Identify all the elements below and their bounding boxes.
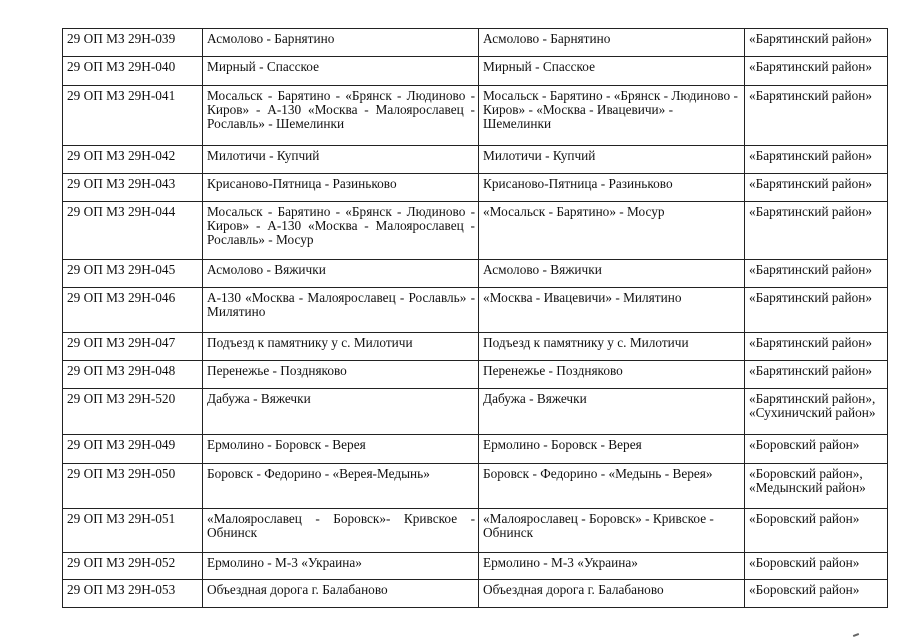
table-row: [63, 57, 888, 86]
district-cell: «Барятинский район»: [745, 202, 888, 260]
road-name-cell: Перенежье - Поздняково: [203, 361, 479, 389]
district-cell: «Барятинский район»: [745, 288, 888, 333]
road-id-cell: 29 ОП МЗ 29Н-043: [63, 174, 203, 202]
table-row: [63, 464, 888, 509]
district-cell: «Барятинский район»: [745, 333, 888, 361]
table-row: [63, 86, 888, 146]
table-row: [63, 288, 888, 333]
roads-table-body: [63, 29, 888, 608]
road-name-new-cell: Ермолино - М-3 «Украина»: [479, 553, 745, 580]
table-row: [63, 202, 888, 260]
road-id-cell: 29 ОП МЗ 29Н-041: [63, 86, 203, 146]
road-name-cell: Ермолино - М-3 «Украина»: [203, 553, 479, 580]
road-id-cell: 29 ОП МЗ 29Н-052: [63, 553, 203, 580]
roads-table: [62, 28, 888, 608]
road-name-new-cell: Дабужа - Вяжечки: [479, 389, 745, 435]
district-cell: «Боровский район»: [745, 580, 888, 608]
road-name-cell: А-130 «Москва - Малоярославец - Рославль» - Милятино: [203, 288, 479, 333]
district-cell: «Боровский район», «Медынский район»: [745, 464, 888, 509]
road-name-new-cell: Ермолино - Боровск - Верея: [479, 435, 745, 464]
road-name-cell: Милотичи - Купчий: [203, 146, 479, 174]
table-row: [63, 260, 888, 288]
road-name-cell: Боровск - Федорино - «Верея-Медынь»: [203, 464, 479, 509]
road-name-new-cell: Боровск - Федорино - «Медынь - Верея»: [479, 464, 745, 509]
road-name-new-cell: Мосальск - Барятино - «Брянск - Людиново - Киров» - «Москва - Ивацевичи» - Шемелинки: [479, 86, 745, 146]
district-cell: «Барятинский район», «Сухиничский район»: [745, 389, 888, 435]
road-id-cell: 29 ОП МЗ 29Н-053: [63, 580, 203, 608]
road-name-new-cell: «Мосальск - Барятино» - Мосур: [479, 202, 745, 260]
road-name-new-cell: «Малоярославец - Боровск» - Кривское - Обнинск: [479, 509, 745, 553]
district-cell: «Барятинский район»: [745, 57, 888, 86]
district-cell: «Барятинский район»: [745, 146, 888, 174]
road-id-cell: 29 ОП МЗ 29Н-051: [63, 509, 203, 553]
district-cell: «Барятинский район»: [745, 29, 888, 57]
road-id-cell: 29 ОП МЗ 29Н-520: [63, 389, 203, 435]
road-id-cell: 29 ОП МЗ 29Н-049: [63, 435, 203, 464]
table-row: [63, 553, 888, 580]
road-name-new-cell: «Москва - Ивацевичи» - Милятино: [479, 288, 745, 333]
road-id-cell: 29 ОП МЗ 29Н-050: [63, 464, 203, 509]
road-name-new-cell: Подъезд к памятнику у с. Милотичи: [479, 333, 745, 361]
road-name-cell: Ермолино - Боровск - Верея: [203, 435, 479, 464]
district-cell: «Барятинский район»: [745, 174, 888, 202]
road-name-cell: Асмолово - Вяжички: [203, 260, 479, 288]
table-row: [63, 333, 888, 361]
table-row: [63, 146, 888, 174]
district-cell: «Барятинский район»: [745, 86, 888, 146]
road-name-cell: Объездная дорога г. Балабаново: [203, 580, 479, 608]
road-id-cell: 29 ОП МЗ 29Н-040: [63, 57, 203, 86]
table-row: [63, 174, 888, 202]
road-name-cell: Крисаново-Пятница - Разиньково: [203, 174, 479, 202]
district-cell: «Барятинский район»: [745, 361, 888, 389]
road-name-cell: Мосальск - Барятино - «Брянск - Людиново - Киров» - А-130 «Москва - Малоярославец - Рославль» - Мосур: [203, 202, 479, 260]
district-cell: «Боровский район»: [745, 509, 888, 553]
road-name-cell: Дабужа - Вяжечки: [203, 389, 479, 435]
table-row: [63, 509, 888, 553]
road-id-cell: 29 ОП МЗ 29Н-048: [63, 361, 203, 389]
scan-mark: [853, 633, 859, 637]
road-name-cell: Мирный - Спасское: [203, 57, 479, 86]
district-cell: «Боровский район»: [745, 435, 888, 464]
road-id-cell: 29 ОП МЗ 29Н-042: [63, 146, 203, 174]
road-name-new-cell: Асмолово - Барнятино: [479, 29, 745, 57]
road-name-cell: Асмолово - Барнятино: [203, 29, 479, 57]
road-name-new-cell: Крисаново-Пятница - Разиньково: [479, 174, 745, 202]
road-name-new-cell: Объездная дорога г. Балабаново: [479, 580, 745, 608]
district-cell: «Барятинский район»: [745, 260, 888, 288]
road-name-cell: «Малоярославец - Боровск»- Кривское - Обнинск: [203, 509, 479, 553]
road-name-new-cell: Перенежье - Поздняково: [479, 361, 745, 389]
road-id-cell: 29 ОП МЗ 29Н-047: [63, 333, 203, 361]
road-id-cell: 29 ОП МЗ 29Н-045: [63, 260, 203, 288]
table-row: [63, 389, 888, 435]
road-id-cell: 29 ОП МЗ 29Н-046: [63, 288, 203, 333]
road-id-cell: 29 ОП МЗ 29Н-039: [63, 29, 203, 57]
road-name-cell: Мосальск - Барятино - «Брянск - Людиново - Киров» - А-130 «Москва - Малоярославец - Рославль» - Шемелинки: [203, 86, 479, 146]
road-name-new-cell: Асмолово - Вяжички: [479, 260, 745, 288]
table-row: [63, 435, 888, 464]
table-row: [63, 29, 888, 57]
table-row: [63, 580, 888, 608]
table-row: [63, 361, 888, 389]
road-name-cell: Подъезд к памятнику у с. Милотичи: [203, 333, 479, 361]
district-cell: «Боровский район»: [745, 553, 888, 580]
road-name-new-cell: Милотичи - Купчий: [479, 146, 745, 174]
road-id-cell: 29 ОП МЗ 29Н-044: [63, 202, 203, 260]
road-name-new-cell: Мирный - Спасское: [479, 57, 745, 86]
